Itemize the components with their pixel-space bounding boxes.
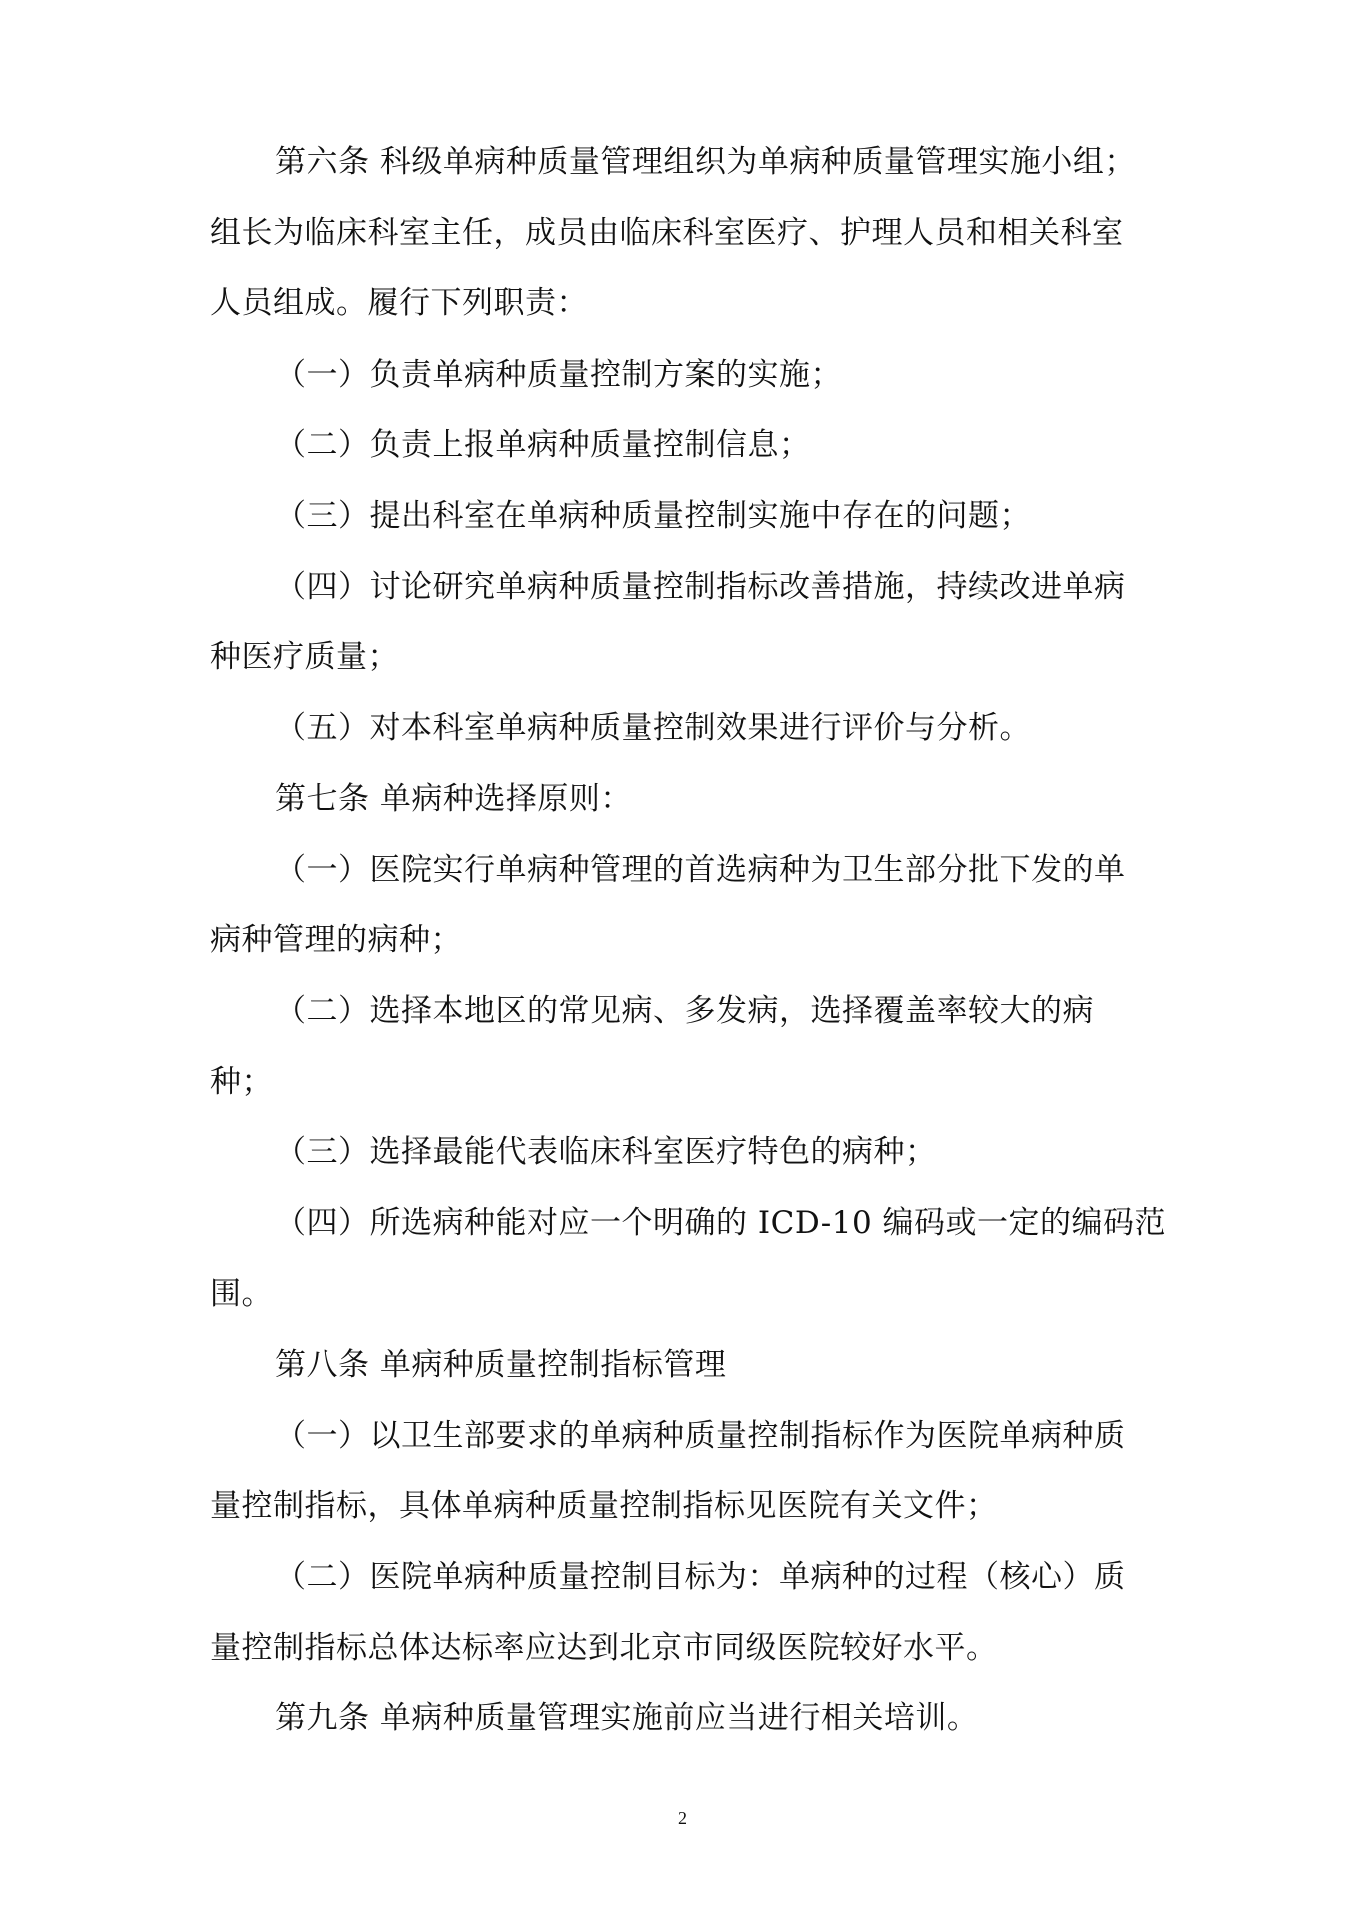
list-item-continuation-line: 围。 bbox=[210, 1276, 273, 1312]
list-item-continuation-line: 病种管理的病种； bbox=[210, 922, 462, 958]
list-item-line: （二）负责上报单病种质量控制信息； bbox=[275, 427, 811, 463]
list-item-continuation-line: 种医疗质量； bbox=[210, 639, 399, 675]
list-item-line: （三）提出科室在单病种质量控制实施中存在的问题； bbox=[275, 498, 1031, 534]
article-6-body-line: 人员组成。履行下列职责： bbox=[210, 285, 588, 321]
list-item-line: （五）对本科室单病种质量控制效果进行评价与分析。 bbox=[275, 710, 1031, 746]
article-7-heading-line: 第七条 单病种选择原则： bbox=[275, 781, 632, 817]
list-item-continuation-line: 种； bbox=[210, 1064, 273, 1100]
list-item-line: （一）医院实行单病种管理的首选病种为卫生部分批下发的单 bbox=[275, 852, 1126, 888]
list-item-line: （一）以卫生部要求的单病种质量控制指标作为医院单病种质 bbox=[275, 1418, 1126, 1454]
list-item-line: （四）所选病种能对应一个明确的 ICD-10 编码或一定的编码范 bbox=[275, 1205, 1167, 1241]
article-8-heading-line: 第八条 单病种质量控制指标管理 bbox=[275, 1347, 727, 1383]
list-item-line: （二）医院单病种质量控制目标为：单病种的过程（核心）质 bbox=[275, 1559, 1126, 1595]
list-item-continuation-line: 量控制指标，具体单病种质量控制指标见医院有关文件； bbox=[210, 1488, 998, 1524]
list-item-line: （一）负责单病种质量控制方案的实施； bbox=[275, 357, 842, 393]
article-6-heading-line: 第六条 科级单病种质量管理组织为单病种质量管理实施小组； bbox=[275, 144, 1136, 180]
page-number: 2 bbox=[678, 1808, 687, 1828]
article-6-body-line: 组长为临床科室主任，成员由临床科室医疗、护理人员和相关科室 bbox=[210, 215, 1124, 251]
list-item-line: （四）讨论研究单病种质量控制指标改善措施，持续改进单病 bbox=[275, 569, 1126, 605]
list-item-line: （二）选择本地区的常见病、多发病，选择覆盖率较大的病 bbox=[275, 993, 1094, 1029]
article-9-heading-line: 第九条 单病种质量管理实施前应当进行相关培训。 bbox=[275, 1700, 979, 1736]
list-item-continuation-line: 量控制指标总体达标率应达到北京市同级医院较好水平。 bbox=[210, 1630, 998, 1666]
list-item-line: （三）选择最能代表临床科室医疗特色的病种； bbox=[275, 1134, 937, 1170]
